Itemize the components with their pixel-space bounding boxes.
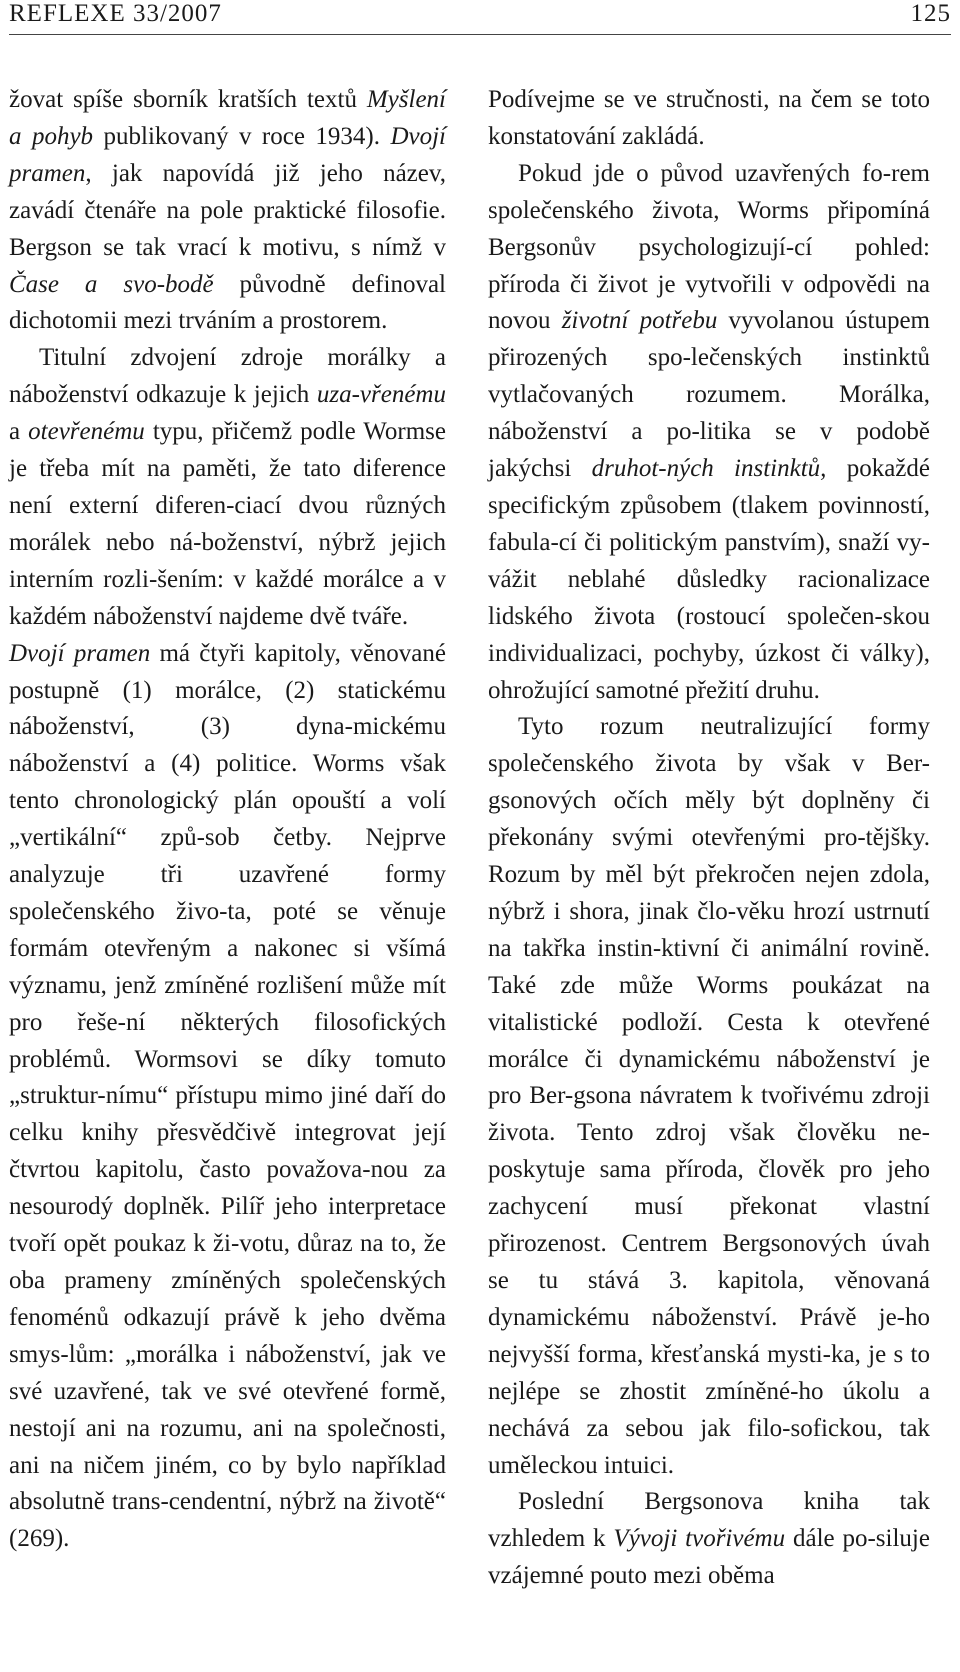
italic-run: životní potřebu	[561, 307, 718, 335]
text-run: žovat spíše sborník kratších textů	[9, 86, 367, 113]
paragraph	[9, 82, 446, 340]
text-run: pokaždé specifickým způsobem (tlakem povinností, fabula-cí či politickým panstvím), snaží vy-vážit neblahé důsledky racionalizace lidského života (rostoucí společen-skou individualizaci, pochyby, úzkost či války), ohrožující samotné přežití druhu.	[488, 455, 930, 704]
italic-run: Myšlení a pohyb	[9, 86, 446, 150]
text-run: Pokud jde o původ uzavřených fo-rem společenského života, Worms připomíná Bergsonův psychologizují-cí pohled: příroda či život je vytvořili v odpovědi na novou	[488, 159, 930, 335]
text-run: , jak napovídá již jeho název, zavádí čtenáře na pole praktické filosofie. Bergson se tak vrací k motivu, s nímž v	[9, 159, 446, 261]
paragraph	[9, 340, 446, 635]
italic-run: Vývoji tvořivému	[613, 1525, 786, 1553]
left-column	[9, 82, 446, 1558]
text-run: Poslední Bergsonova kniha tak vzhledem k	[488, 1488, 930, 1553]
text-run: má čtyři kapitoly, věnované postupně (1) morálce, (2) statickému náboženství, (3) dyna-mickému náboženství a (4) politice. Worms však tento chronologický plán opouští a volí „vertikální“ způ-sob četby. Nejprve analyzuje tři uzavřené formy společenského živo-ta, poté se věnuje formám otevřeným a nakonec si všímá významu, jenž zmíněné rozlišení může mít pro řeše-ní některých filosofických problémů. Wormsovi se díky tomuto „struktur-nímu“ přístupu mimo jiné daří do celku knihy přesvědčivě integrovat její čtvrtou kapitolu, často považova-nou za nesourodý doplněk. Pilíř jeho interpretace tvoří opět poukaz k ži-votu, důraz na to, že oba prameny zmíněných společenských fenoménů odkazují právě k jeho dvěma smys-lům: „morálka i náboženství, jak ve své uzavřené, tak ve své otevřené formě, nestojí ani na rozumu, ani na společnosti, ani na ničem jiném, co by bylo například absolutně trans-cendentní, nýbrž na životě“ (269).	[9, 639, 446, 1553]
italic-run: uza-vřenému	[316, 381, 446, 409]
italic-run: otevřenému	[28, 418, 145, 446]
right-column	[488, 82, 930, 1595]
italic-run: Čase a svo-bodě	[9, 270, 214, 298]
page-number: 125	[910, 0, 951, 27]
text-run: a	[9, 418, 29, 446]
text-run: původně definoval dichotomii mezi trváním a prostorem.	[9, 270, 446, 335]
paragraph	[488, 1484, 930, 1595]
paragraph	[9, 636, 446, 1559]
italic-run: Dvojí pramen	[9, 639, 151, 667]
text-run: vyvolanou ústupem přirozených spo-lečenských instinktů vytlačovaných rozumem. Morálka, náboženství a po-litika se v podobě jakýchsi	[488, 307, 931, 483]
paragraph	[488, 709, 930, 1484]
text-run: publikovaný v roce 1934).	[93, 122, 391, 150]
text-run: dále po-siluje vzájemné pouto mezi oběma	[488, 1525, 930, 1590]
running-head	[9, 0, 951, 35]
text-run: Titulní zdvojení zdroje morálky a náboženství odkazuje k jejich	[9, 344, 446, 409]
paragraph	[488, 82, 930, 156]
italic-run: Dvojí pramen	[9, 122, 446, 187]
text-run: Tyto rozum neutralizující formy společenského života by však v Ber-gsonových očích měly být doplněny či překonány svými otevřenými pro-tějšky. Rozum by měl být překročen nejen zdola, nýbrž i shora, jinak člo-věku hrozí ustrnutí na takřka instin-ktivní či animální rovině. Také zde může Worms poukázat na vitalistické podloží. Cesta k otevřené morálce či dynamickému náboženství je pro Ber-gsona návratem k tvořivému zdroji života. Tento zdroj však člověku ne-poskytuje sama příroda, člověk pro jeho zachycení musí překonat vlastní přirozenost. Centrem Bergsonových úvah se tu stává 3. kapitola, věnovaná dynamickému náboženství. Právě je-ho nejvyšší forma, křesťanská mysti-ka, je s to nejlépe se zhostit zmíněné-ho úkolu a nechává za sebou jak filo-sofickou, tak uměleckou intuici.	[488, 713, 930, 1479]
paragraph	[488, 156, 930, 710]
journal-issue: REFLEXE 33/2007	[9, 0, 222, 27]
italic-run: druhot-ných instinktů,	[591, 455, 827, 483]
text-run: typu, přičemž podle Wormse je třeba mít na paměti, že tato diference není externí diferen-ciací dvou různých morálek nebo ná-boženství, nýbrž jejich interním rozli-šením: v každé morálce a v každém náboženství najdeme dvě tváře.	[9, 418, 446, 630]
text-run: Podívejme se ve stručnosti, na čem se toto konstatování zakládá.	[488, 86, 930, 150]
